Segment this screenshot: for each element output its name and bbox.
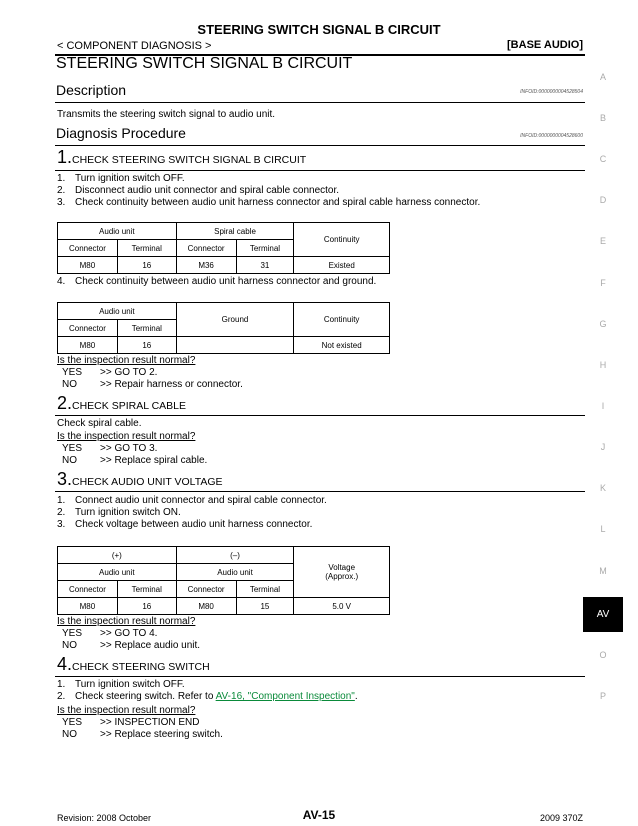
side-index-letter: H (599, 360, 607, 370)
qa-yes: YES >> GO TO 3. (62, 443, 158, 454)
side-index-letter: I (601, 401, 605, 411)
table-row: M80 16 M36 31 Existed (58, 257, 390, 274)
step2-label: CHECK SPIRAL CABLE (72, 400, 186, 412)
step2-title (57, 393, 186, 414)
table-header: Connector (58, 320, 118, 337)
step2-rule (55, 415, 585, 416)
inspection-question: Is the inspection result normal? (57, 705, 196, 716)
description-rule (55, 102, 585, 103)
footer-page-number: AV-15 (302, 808, 336, 822)
list-item: 1. Turn ignition switch OFF. (57, 173, 185, 184)
side-index-letter: B (599, 113, 606, 123)
voltage-table (57, 546, 390, 615)
active-section-tab: AV (583, 597, 623, 632)
list-item: 1. Connect audio unit connector and spiral cable connector. (57, 495, 327, 506)
inspection-question: Is the inspection result normal? (57, 616, 196, 627)
component-inspection-link[interactable]: AV-16, "Component Inspection" (215, 691, 355, 702)
section-tag: [BASE AUDIO] (507, 39, 583, 51)
step2-qa (57, 431, 207, 467)
procedure-rule (55, 145, 585, 146)
qa-no: NO >> Repair harness or connector. (62, 379, 243, 390)
page-title: STEERING SWITCH SIGNAL B CIRCUIT (197, 22, 441, 37)
side-index-letter: A (599, 72, 606, 82)
step3-list (57, 495, 327, 531)
step4-title (57, 654, 210, 675)
side-index-letter: E (599, 236, 606, 246)
qa-yes: YES >> GO TO 2. (62, 367, 158, 378)
step3-rule (55, 491, 585, 492)
qa-yes: YES >> INSPECTION END (62, 717, 200, 728)
step1-list (57, 173, 480, 209)
step2-text: Check spiral cable. (57, 418, 142, 429)
qa-no: NO >> Replace spiral cable. (62, 455, 208, 466)
step1-list-4 (57, 276, 376, 288)
table-header: Terminal (117, 320, 176, 337)
step1-rule (55, 170, 585, 171)
description-text: Transmits the steering switch signal to audio unit. (57, 109, 276, 120)
table-header: Audio unit (58, 303, 177, 320)
procedure-info-id: INFOID:0000000004528600 (520, 133, 583, 139)
list-item: 4. Check continuity between audio unit harness connector and ground. (57, 276, 377, 287)
procedure-heading: Diagnosis Procedure (56, 125, 186, 141)
step1-number: 1. (57, 147, 73, 167)
step4-qa (57, 705, 223, 741)
step4-list (57, 679, 358, 703)
step1-qa (57, 355, 243, 391)
table-header: (–) (176, 547, 294, 564)
table-header: Terminal (117, 581, 176, 598)
side-index-letter: O (599, 650, 607, 660)
table-row: M80 16 Not existed (58, 337, 390, 354)
step4-rule (55, 676, 585, 677)
list-item: 2. Disconnect audio unit connector and spiral cable connector. (57, 185, 340, 196)
inspection-question: Is the inspection result normal? (57, 355, 196, 366)
list-item: 2. Turn ignition switch ON. (57, 507, 181, 518)
side-index-letter: P (599, 691, 606, 701)
qa-yes: YES >> GO TO 4. (62, 628, 158, 639)
side-index-letter: M (599, 566, 607, 576)
breadcrumb: < COMPONENT DIAGNOSIS > (57, 40, 212, 52)
table-header: Continuity (294, 303, 390, 337)
step1-label: CHECK STEERING SWITCH SIGNAL B CIRCUIT (72, 154, 307, 166)
side-index-letter: J (600, 442, 606, 452)
step4-label: CHECK STEERING SWITCH (72, 661, 210, 673)
table-header: Terminal (117, 240, 176, 257)
step3-label: CHECK AUDIO UNIT VOLTAGE (72, 476, 223, 488)
step4-number: 4. (57, 654, 73, 674)
description-info-id: INFOID:0000000004528504 (520, 89, 583, 95)
list-item: 3. Check continuity between audio unit harness connector and spiral cable harness connector. (57, 197, 481, 208)
step2-number: 2. (57, 393, 73, 413)
step1-title (57, 147, 306, 168)
table-header: Audio unit (176, 564, 294, 581)
continuity-table-1 (57, 222, 390, 274)
side-index-letter: C (599, 154, 607, 164)
list-item: 1. Turn ignition switch OFF. (57, 679, 185, 690)
main-title: STEERING SWITCH SIGNAL B CIRCUIT (56, 55, 353, 72)
table-header: Terminal (236, 240, 294, 257)
table-header: Terminal (236, 581, 294, 598)
inspection-question: Is the inspection result normal? (57, 431, 196, 442)
qa-no: NO >> Replace audio unit. (62, 640, 201, 651)
footer-revision: Revision: 2008 October (57, 813, 152, 823)
table-header: Connector (58, 581, 118, 598)
step3-qa (57, 616, 200, 652)
side-index-letter: F (600, 278, 606, 288)
footer-model: 2009 370Z (539, 813, 583, 823)
continuity-table-2 (57, 302, 390, 354)
list-item: 3. Check voltage between audio unit harness connector. (57, 519, 313, 530)
step3-title (57, 469, 223, 490)
table-header: Connector (176, 240, 236, 257)
side-index-letter: L (600, 524, 606, 534)
table-header: (+) (58, 547, 177, 564)
table-header: Audio unit (58, 564, 177, 581)
table-header: Audio unit (58, 223, 177, 240)
side-index-letter: K (599, 483, 606, 493)
table-header: Ground (176, 303, 294, 337)
side-index-letter: G (599, 319, 607, 329)
table-header: Voltage (Approx.) (294, 547, 390, 598)
side-index-letter: D (599, 195, 607, 205)
table-header: Spiral cable (176, 223, 294, 240)
step3-number: 3. (57, 469, 73, 489)
description-heading: Description (56, 82, 127, 98)
list-item: 2. Check steering switch. Refer to AV-16, "Component Inspection". (57, 691, 358, 702)
table-header: Connector (176, 581, 236, 598)
table-header: Connector (58, 240, 118, 257)
qa-no: NO >> Replace steering switch. (62, 729, 223, 740)
table-row: M80 16 M80 15 5.0 V (58, 598, 390, 615)
table-header: Continuity (294, 223, 390, 257)
